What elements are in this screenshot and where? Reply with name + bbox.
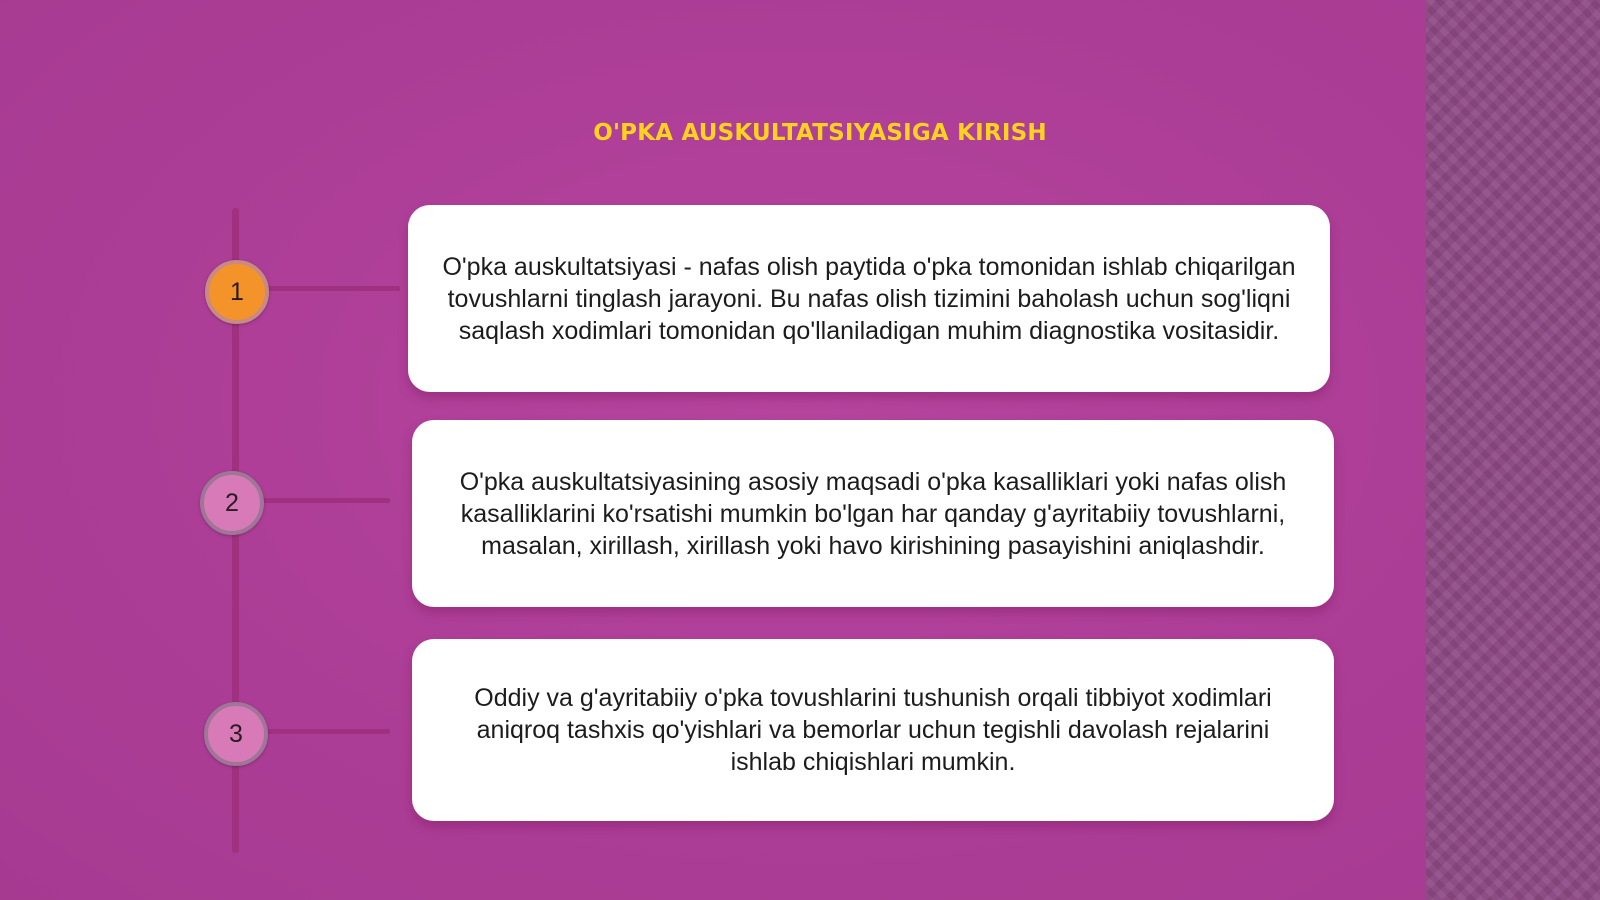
slide-title: O'PKA AUSKULTATSIYASIGA KIRISH xyxy=(593,120,1047,146)
step-card-3 xyxy=(412,639,1334,821)
step-card-1 xyxy=(408,205,1330,392)
step-text-3: Oddiy va g'ayritabiiy o'pka tovushlarini tushunish orqali tibbiyot xodimlari aniqroq tashxis qo'yishlari va bemorlar uchun tegishli davolash rejalarini ishlab chiqishlari mumkin. xyxy=(474,684,1272,776)
step-marker-3 xyxy=(204,702,268,766)
timeline-connector-3 xyxy=(262,729,390,734)
step-card-2 xyxy=(412,420,1334,607)
step-marker-2 xyxy=(200,471,264,535)
step-number-2: 2 xyxy=(225,488,239,517)
timeline-connector-2 xyxy=(262,498,390,503)
step-text-1: O'pka auskultatsiyasi - nafas olish paytida o'pka tomonidan ishlab chiqarilgan tovushlarni tinglash jarayoni. Bu nafas olish tizimini baholash uchun sog'liqni saqlash xodimlari tomonidan qo'llaniladigan muhim diagnostika vositasidir. xyxy=(442,252,1296,345)
step-text-2: O'pka auskultatsiyasining asosiy maqsadi o'pka kasalliklari yoki nafas olish kasalliklarini ko'rsatishi mumkin bo'lgan har qanday g'ayritabiiy tovushlarni, masalan, xirillash, xirillash yoki havo kirishining pasayishini aniqlashdir. xyxy=(459,467,1287,560)
step-number-1: 1 xyxy=(230,277,244,306)
timeline-connector-1 xyxy=(262,286,400,291)
step-number-3: 3 xyxy=(229,719,243,748)
step-marker-1 xyxy=(205,260,269,324)
